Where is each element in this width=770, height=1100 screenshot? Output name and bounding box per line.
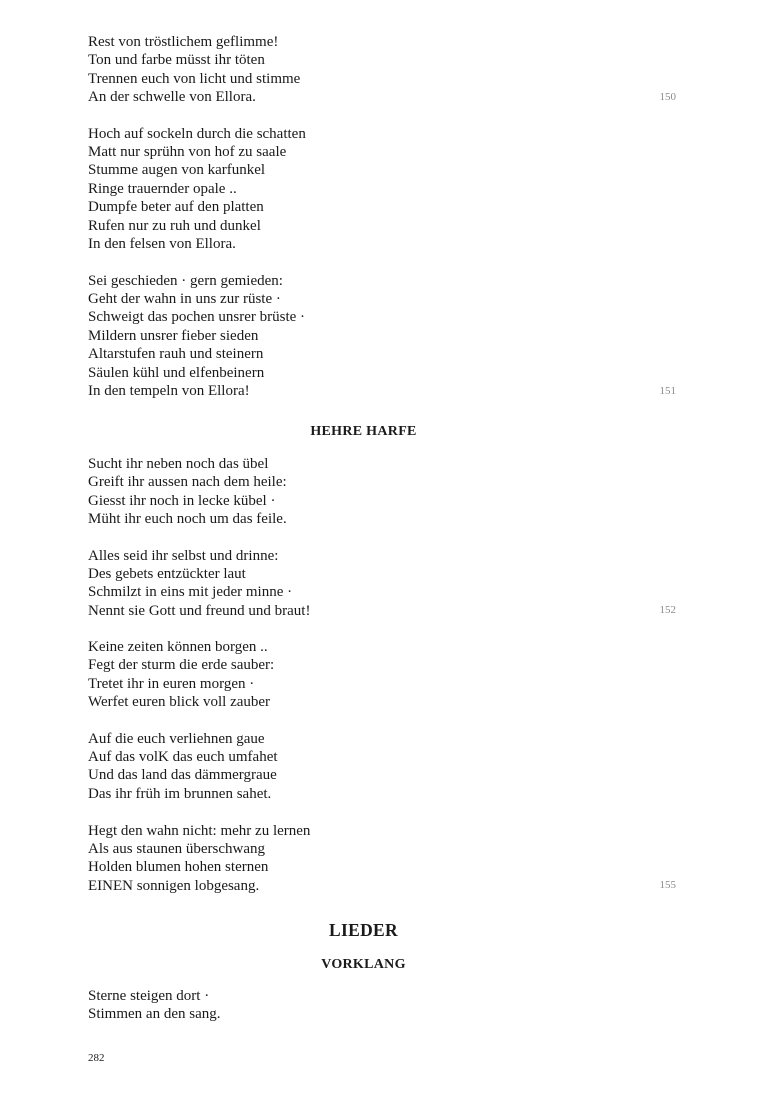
verse-line: Tretet ihr in euren morgen · xyxy=(88,675,255,692)
verse-line: Nennt sie Gott und freund und braut! xyxy=(88,602,311,619)
verse-line: Schmilzt in eins mit jeder minne · xyxy=(88,584,293,601)
verse-line: Ton und farbe müsst ihr töten xyxy=(88,52,265,69)
verse-line: Stimmen an den sang. xyxy=(88,1005,221,1022)
verse-line: Sei geschieden · gern gemieden: xyxy=(88,272,283,289)
verse-line: EINEN sonnigen lobgesang. xyxy=(88,877,260,894)
verse-line: Ringe trauernder opale .. xyxy=(88,180,237,197)
verse-line: Müht ihr euch noch um das feile. xyxy=(88,511,287,528)
verse-line: Holden blumen hohen sternen xyxy=(88,859,269,876)
verse-line: Giesst ihr noch in lecke kübel · xyxy=(88,492,276,509)
verse-line: Mildern unsrer fieber sieden xyxy=(88,327,259,344)
verse-line: Alles seid ihr selbst und drinne: xyxy=(88,547,279,564)
line-number: 151 xyxy=(659,385,676,397)
poem-title: VORKLANG xyxy=(321,957,406,972)
verse-line: Greift ihr aussen nach dem heile: xyxy=(88,474,287,491)
verse-line: In den tempeln von Ellora! xyxy=(88,382,250,399)
verse-line: Dumpfe beter auf den platten xyxy=(88,199,264,216)
section-heading: HEHRE HARFE xyxy=(310,424,417,439)
verse-line: Und das land das dämmergraue xyxy=(88,767,277,784)
line-number: 150 xyxy=(659,91,676,103)
section-heading: LIEDER xyxy=(329,920,398,940)
verse-line: Als aus staunen überschwang xyxy=(88,840,266,857)
verse-line: Keine zeiten können borgen .. xyxy=(88,639,268,655)
verse-line: Säulen kühl und elfenbeinern xyxy=(88,364,265,381)
verse-line: Trennen euch von licht und stimme xyxy=(88,70,301,87)
verse-line: Fegt der sturm die erde sauber: xyxy=(88,657,275,674)
verse-line: Stumme augen von karfunkel xyxy=(88,162,266,179)
verse-line: Werfet euren blick voll zauber xyxy=(88,694,271,711)
line-number: 152 xyxy=(659,604,676,616)
line-number: 155 xyxy=(659,879,676,891)
verse-line: Auf das volK das euch umfahet xyxy=(88,748,278,765)
verse-line: In den felsen von Ellora. xyxy=(88,235,236,252)
verse-line: Geht der wahn in uns zur rüste · xyxy=(88,290,281,307)
verse-line: Altarstufen rauh und steinern xyxy=(88,346,264,363)
verse-line: Rest von tröstlichem geflimme! xyxy=(88,34,279,50)
verse-line: Sterne steigen dort · xyxy=(88,987,210,1004)
verse-line: Sucht ihr neben noch das übel xyxy=(88,456,269,472)
verse-line: Auf die euch verliehnen gaue xyxy=(88,730,265,747)
page-number: 282 xyxy=(88,1052,105,1064)
verse-line: An der schwelle von Ellora. xyxy=(88,89,256,106)
verse-line: Hegt den wahn nicht: mehr zu lernen xyxy=(88,822,311,839)
verse-line: Des gebets entzückter laut xyxy=(88,565,246,582)
verse-line: Schweigt das pochen unsrer brüste · xyxy=(88,309,306,326)
verse-line: Rufen nur zu ruh und dunkel xyxy=(88,217,261,234)
verse-line: Das ihr früh im brunnen sahet. xyxy=(88,785,272,802)
verse-line: Hoch auf sockeln durch die schatten xyxy=(88,125,306,142)
verse-line: Matt nur sprühn von hof zu saale xyxy=(88,143,287,160)
